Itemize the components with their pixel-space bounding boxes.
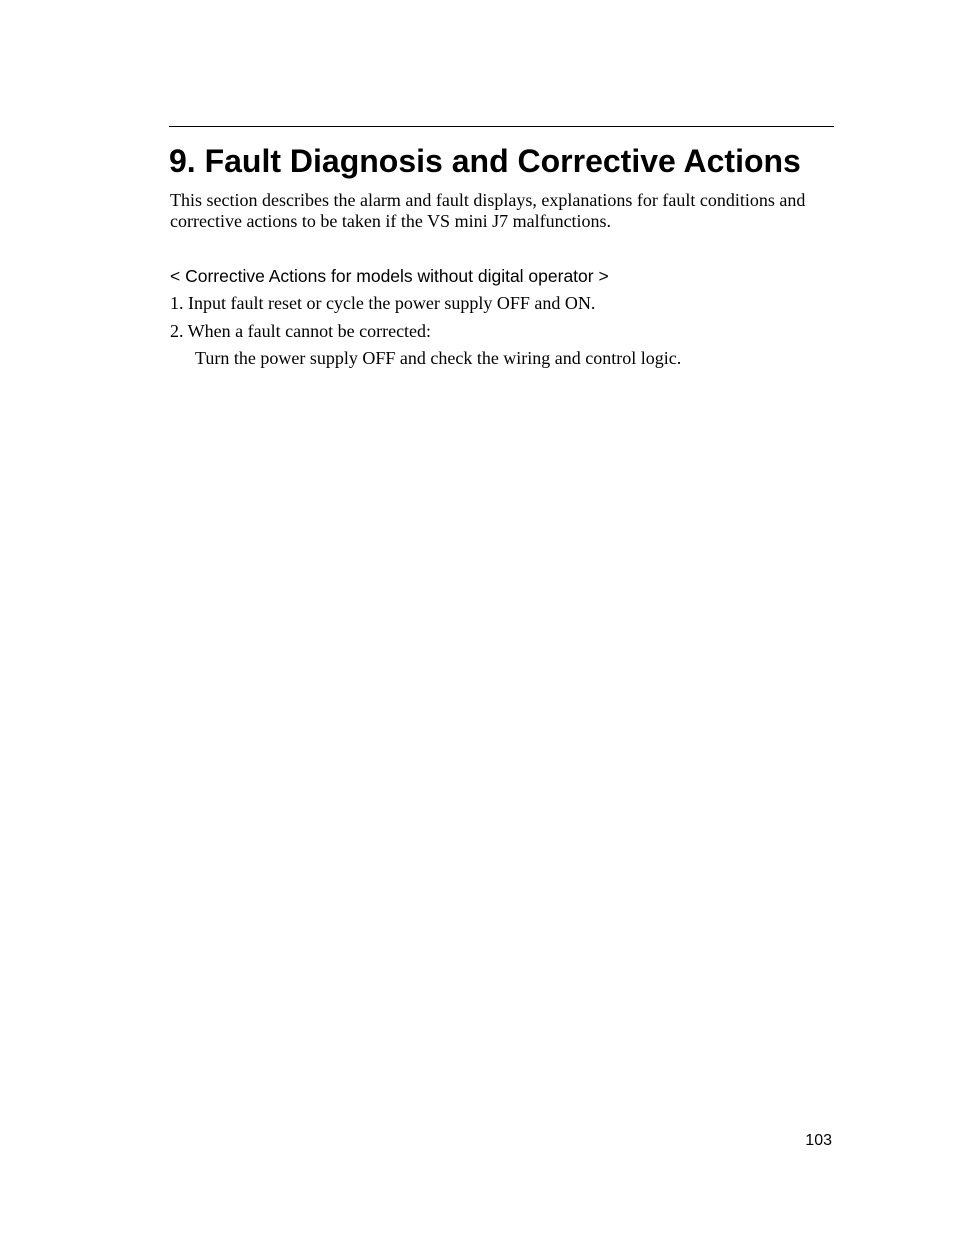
step-1: 1. Input fault reset or cycle the power supply OFF and ON. [170, 293, 596, 313]
step-2-detail: Turn the power supply OFF and check the wiring and control logic. [195, 348, 682, 368]
section-intro: This section describes the alarm and fault displays, explanations for fault conditions and corrective actions to be taken if the VS mini J7 malfunctions. [170, 190, 806, 231]
page-number: 103 [805, 1132, 832, 1149]
header-rule [169, 126, 834, 127]
step-2: 2. When a fault cannot be corrected: [170, 321, 432, 341]
section-title: 9. Fault Diagnosis and Corrective Actions [169, 143, 801, 179]
corrective-actions-heading: < Corrective Actions for models without digital operator > [170, 266, 609, 286]
